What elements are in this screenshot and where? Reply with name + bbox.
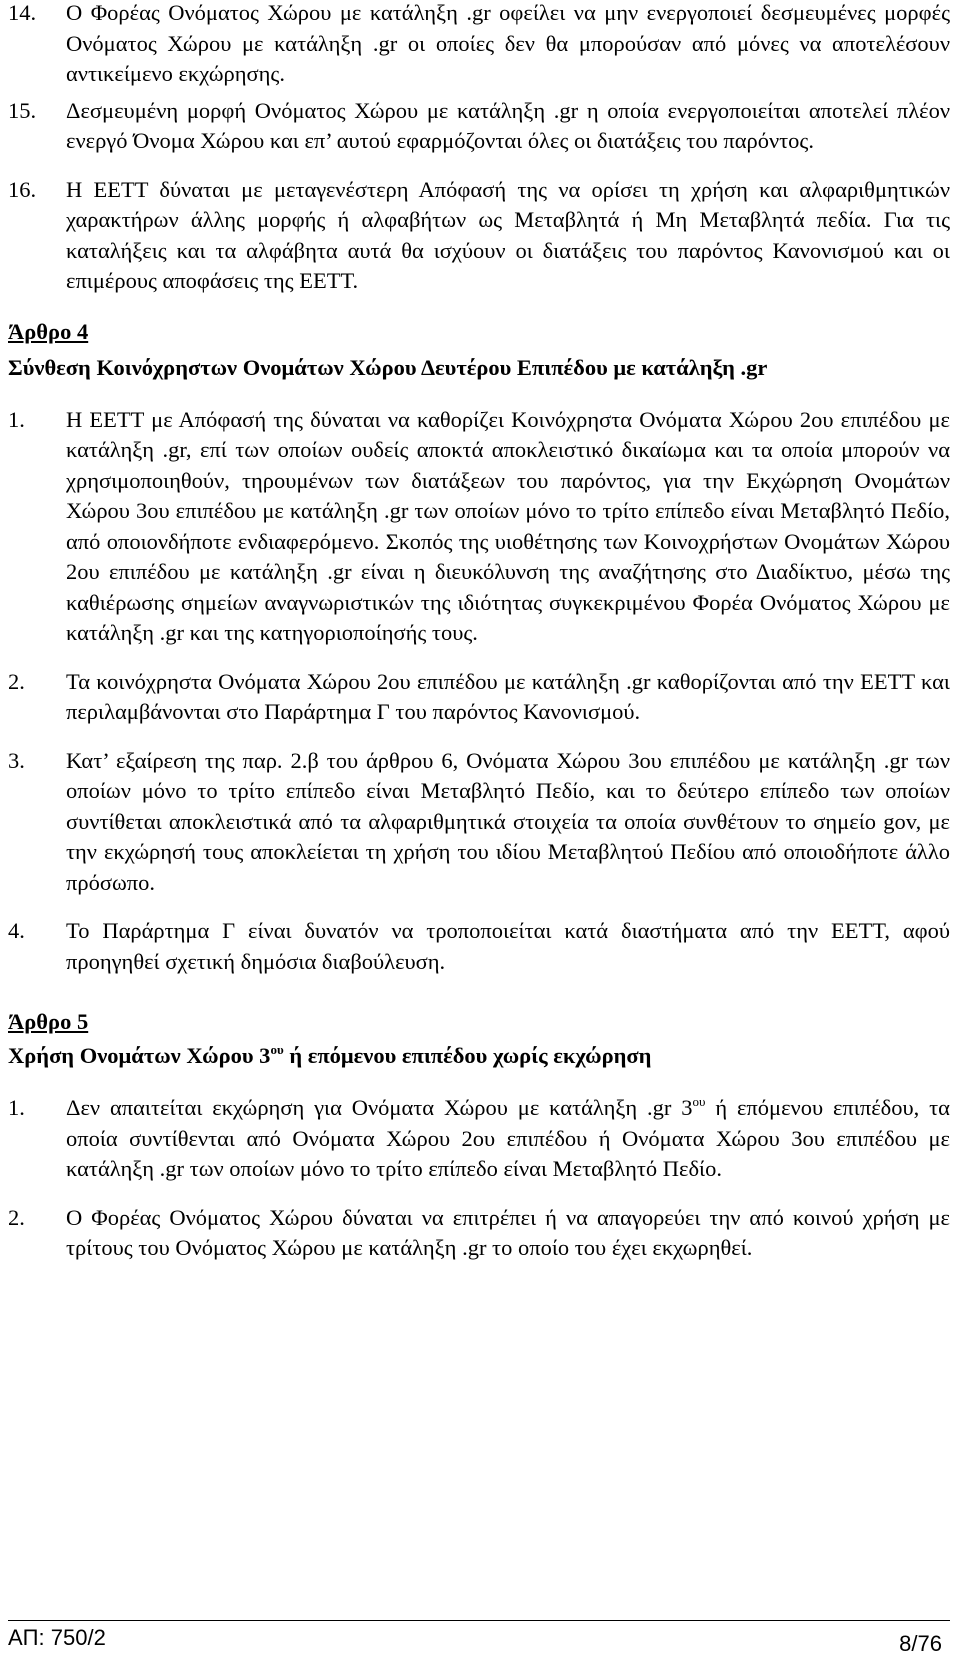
page-number: 8/76 [899, 1631, 942, 1656]
article-4-heading: Σύνθεση Κοινόχρηστων Ονομάτων Χώρου Δευτέρου Επιπέδου με κατάληξη .gr [8, 354, 768, 380]
article-5-heading: Χρήση Ονομάτων Χώρου $3^{o\upsilon}$ ή επόμενου επιπέδου χωρίς εκχώρηση [8, 1042, 652, 1068]
article-4-title: Άρθρο 4 [8, 318, 89, 344]
item-number: 4. [8, 918, 25, 943]
list-item [8, 1203, 950, 1264]
item-number: 3. [8, 747, 25, 773]
item-text: Η ΕΕΤΤ με Απόφασή της δύναται να καθορίζει Κοινόχρηστα Ονόματα Χώρου 2ου επιπέδου με κατάληξη .gr, επί των οποίων ουδείς αποκτά αποκλειστικό δικαίωμα και τα οποία μπορούν να χρησιμοποιηθούν, τηρουμένων των διατάξεων του παρόντος, για την Εκχώρηση Ονομάτων Χώρου 3ου επιπέδου με κατάληξη .gr των οποίων μόνο το τρίτο επίπεδο είναι Μεταβλητό Πεδίο, από οποιονδήποτε ενδιαφερόμενο. Σκοπός της υιοθέτησης των Κοινοχρήστων Ονομάτων Χώρου 2ου επιπέδου με κατάληξη .gr είναι η διευκόλυνση της αναζήτησης στο Διαδίκτυο, μέσω της καθιέρωσης σημείων αναγνωριστικών της ιδιότητας συγκεκριμένου Φορέα Ονόματος Χώρου με κατάληξη .gr και της κατηγοριοποίησής τους. [66, 406, 950, 645]
article-5-title: Άρθρο 5 [8, 1009, 89, 1034]
item-number: 16. [8, 176, 37, 202]
list-item [8, 667, 950, 728]
item-number: 15. [8, 97, 37, 123]
footer-divider [8, 1620, 950, 1621]
document-page [8, 0, 950, 1264]
list-item [8, 405, 950, 649]
list-item [8, 0, 950, 90]
list-item [8, 1093, 950, 1185]
item-text: Κατ’ εξαίρεση της παρ. 2.β του άρθρου 6, Ονόματα Χώρου 3ου επιπέδου με κατάληξη .gr των οποίων μόνο το τρίτο επίπεδο είναι Μεταβλητό Πεδίο, και το δεύτερο επίπεδο των οποίων συντίθεται αποκλειστικά από τα αλφαριθμητικά στοιχεία τα οποία συνθέτουν το σημείο gov, με την εκχώρησή τους αποκλείεται τη χρήση του ιδίου Μεταβλητού Πεδίου από οποιοδήποτε άλλο πρόσωπο. [66, 747, 950, 895]
document-reference: ΑΠ: 750/2 [8, 1625, 106, 1650]
item-text: Δεν απαιτείται εκχώρηση για Ονόματα Χώρου με κατάληξη .gr $3^{o\upsilon}$ ή επόμενου επιπέδου, τα οποία συντίθενται από Ονόματα Χώρου 2ου επιπέδου ή Ονόματα Χώρου 3ου επιπέδου με κατάληξη .gr των οποίων μόνο το τρίτο επίπεδο είναι Μεταβλητό Πεδίο. [66, 1094, 950, 1181]
list-item [8, 96, 950, 157]
item-number: 2. [8, 1204, 25, 1230]
item-number: 2. [8, 668, 25, 694]
item-number: 1. [8, 1095, 25, 1120]
item-number: 14. [8, 0, 37, 25]
item-text: Τα κοινόχρηστα Ονόματα Χώρου 2ου επιπέδου με κατάληξη .gr καθορίζονται από την ΕΕΤΤ και περιλαμβάνονται στο Παράρτημα Γ του παρόντος Κανονισμού. [66, 668, 950, 724]
page-footer [8, 1620, 950, 1656]
list-item [8, 746, 950, 899]
item-text: Ο Φορέας Ονόματος Χώρου με κατάληξη .gr οφείλει να μην ενεργοποιεί δεσμευμένες μορφές Ονόματος Χώρου με κατάληξη .gr οι οποίες δεν θα μπορούσαν από μόνες να αποτελέσουν αντικείμενο εκχώρησης. [66, 0, 950, 86]
item-text: Ο Φορέας Ονόματος Χώρου δύναται να επιτρέπει ή να απαγορεύει την από κοινού χρήση με τρίτους του Ονόματος Χώρου με κατάληξη .gr το οποίο του έχει εκχωρηθεί. [66, 1204, 950, 1260]
item-text: Δεσμευμένη μορφή Ονόματος Χώρου με κατάληξη .gr η οποία ενεργοποιείται αποτελεί πλέον ενεργό Όνομα Χώρου και επ’ αυτού εφαρμόζονται όλες οι διατάξεις του παρόντος. [66, 97, 950, 153]
list-item [8, 916, 950, 977]
item-text: Το Παράρτημα Γ είναι δυνατόν να τροποποιείται κατά διαστήματα από την ΕΕΤΤ, αφού προηγηθεί σχετική δημόσια διαβούλευση. [66, 918, 950, 974]
item-text: Η ΕΕΤΤ δύναται με μεταγενέστερη Απόφασή της να ορίσει τη χρήση και αλφαριθμητικών χαρακτήρων άλλης μορφής ή αλφαβήτων ως Μεταβλητά ή Μη Μεταβλητά πεδία. Για τις καταλήξεις και τα αλφάβητα αυτά θα ισχύουν οι διατάξεις του παρόντος Κανονισμού και οι επιμέρους αποφάσεις της ΕΕΤΤ. [66, 176, 950, 293]
item-number: 1. [8, 406, 25, 432]
list-item [8, 175, 950, 297]
